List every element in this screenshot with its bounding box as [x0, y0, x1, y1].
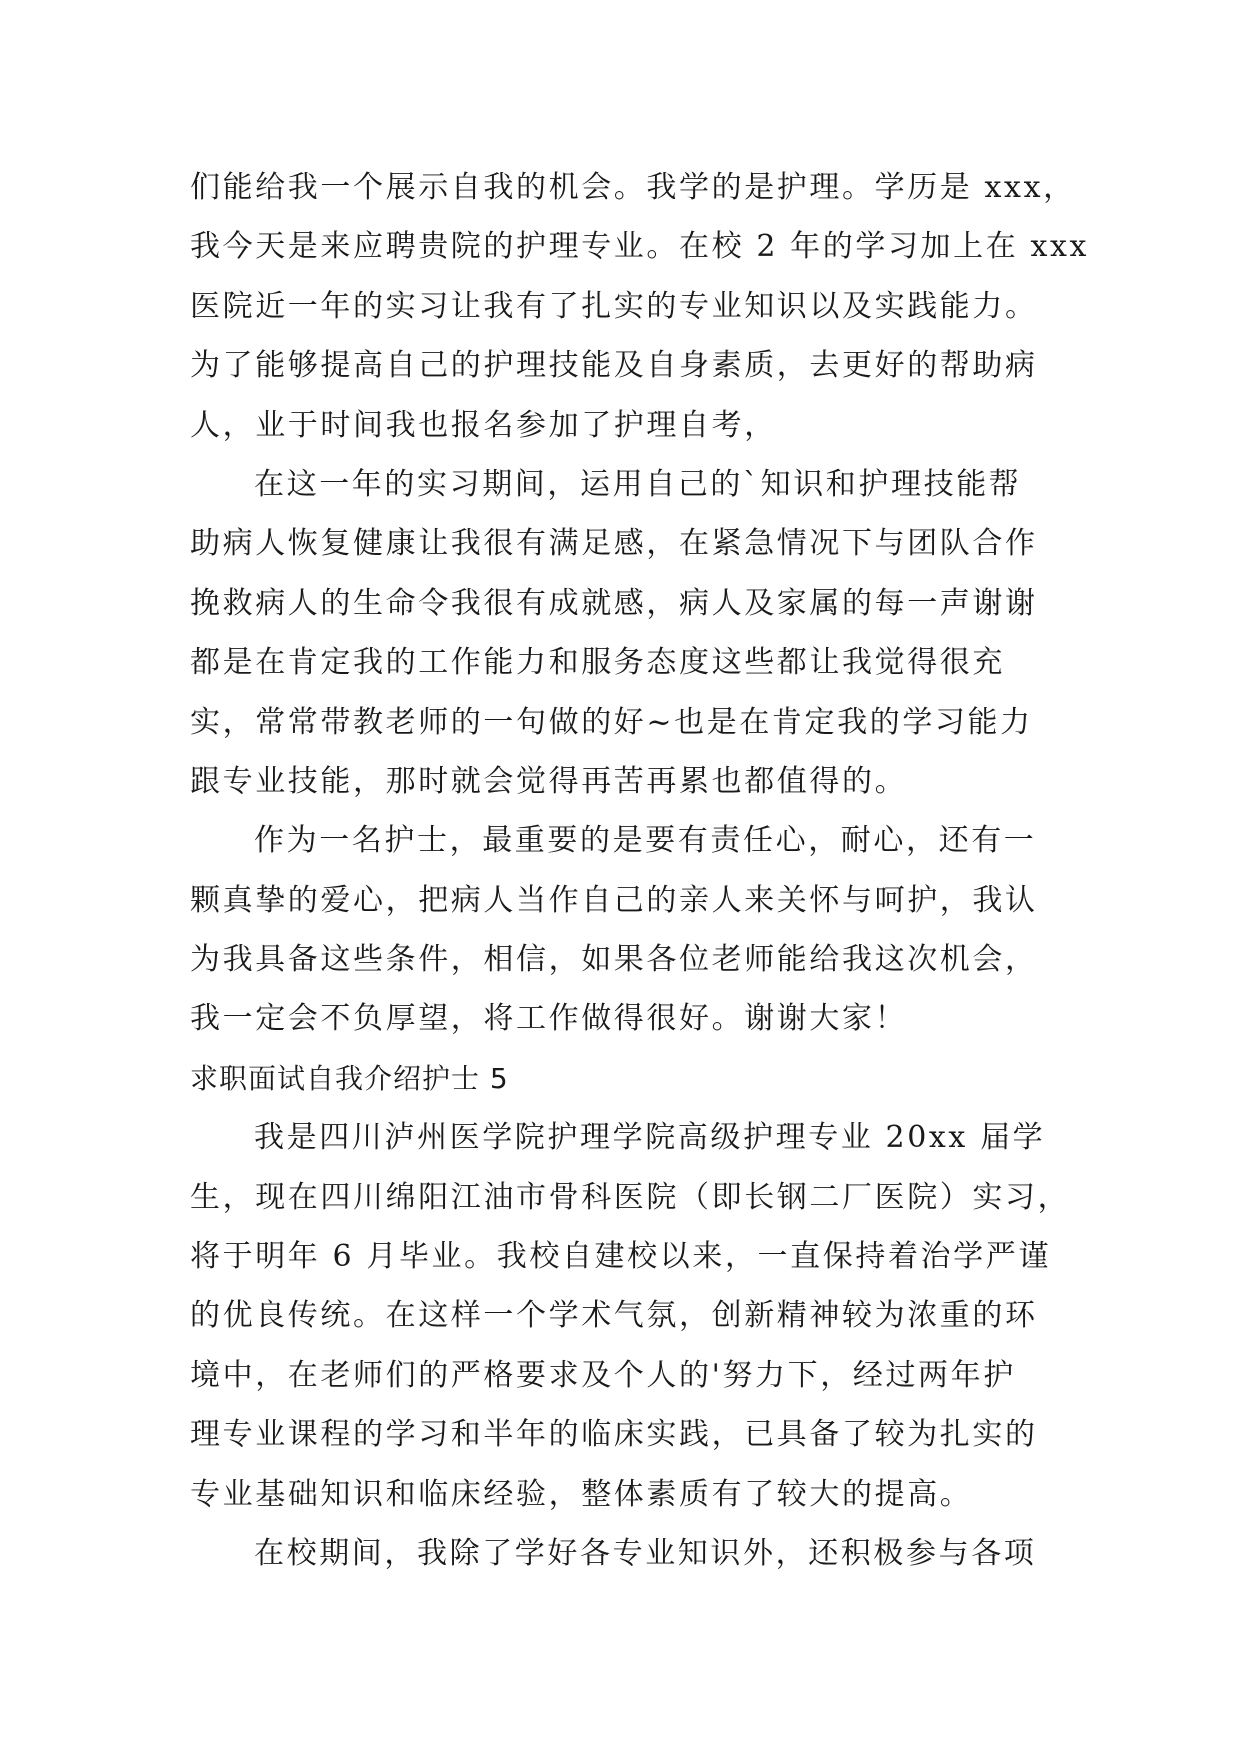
- paragraph: [190, 811, 1050, 1049]
- paragraph: [190, 158, 1090, 455]
- text-line: 理专业课程的学习和半年的临床实践，已具备了较为扎实的: [190, 1417, 1038, 1453]
- text-line: 我是四川泸州医学院护理学院高级护理专业 20xx 届学: [254, 1120, 1046, 1156]
- text-line: 境中，在老师们的严格要求及个人的'努力下，经过两年护: [190, 1357, 1016, 1393]
- text-line: 颗真挚的爱心，把病人当作自己的亲人来关怀与呵护，我认: [190, 882, 1038, 918]
- document-body: [190, 158, 1090, 1583]
- text-line: 为了能够提高自己的护理技能及自身素质，去更好的帮助病: [190, 348, 1038, 384]
- text-line: 我一定会不负厚望，将工作做得很好。谢谢大家！: [190, 1001, 908, 1037]
- paragraph: [190, 1108, 1071, 1524]
- section-heading: 求职面试自我介绍护士 5: [190, 1061, 509, 1095]
- text-line: 为我具备这些条件，相信，如果各位老师能给我这次机会，: [190, 942, 1038, 978]
- paragraph: [190, 455, 1050, 811]
- text-line: 跟专业技能，那时就会觉得再苦再累也都值得的。: [190, 763, 908, 799]
- text-line: 的优良传统。在这样一个学术气氛，创新精神较为浓重的环: [190, 1298, 1038, 1334]
- text-line: 医院近一年的实习让我有了扎实的专业知识以及实践能力。: [190, 288, 1038, 324]
- text-line: 挽救病人的生命令我很有成就感，病人及家属的每一声谢谢: [190, 585, 1038, 621]
- text-line: 作为一名护士，最重要的是要有责任心，耐心，还有一: [254, 823, 1037, 859]
- text-line: 专业基础知识和临床经验，整体素质有了较大的提高。: [190, 1476, 973, 1512]
- text-line: 在校期间，我除了学好各专业知识外，还积极参与各项: [254, 1535, 1037, 1571]
- text-line: 们能给我一个展示自我的机会。我学的是护理。学历是 xxx，: [190, 170, 1076, 205]
- text-line: 生，现在四川绵阳江油市骨科医院（即长钢二厂医院）实习，: [190, 1179, 1071, 1215]
- text-line: 我今天是来应聘贵院的护理专业。在校 2 年的学习加上在 xxx: [190, 229, 1090, 265]
- text-line: 将于明年 6 月毕业。我校自建校以来，一直保持着治学严谨: [190, 1239, 1051, 1275]
- text-line: 实，常常带教老师的一句做的好~也是在肯定我的学习能力: [190, 704, 1033, 740]
- text-line: 人，业于时间我也报名参加了护理自考，: [190, 407, 777, 443]
- paragraph: [190, 1524, 1050, 1583]
- text-line: 助病人恢复健康让我很有满足感，在紧急情况下与团队合作: [190, 526, 1038, 562]
- text-line: 都是在肯定我的工作能力和服务态度这些都让我觉得很充: [190, 645, 1005, 681]
- text-line: 在这一年的实习期间，运用自己的`知识和护理技能帮: [254, 466, 1022, 502]
